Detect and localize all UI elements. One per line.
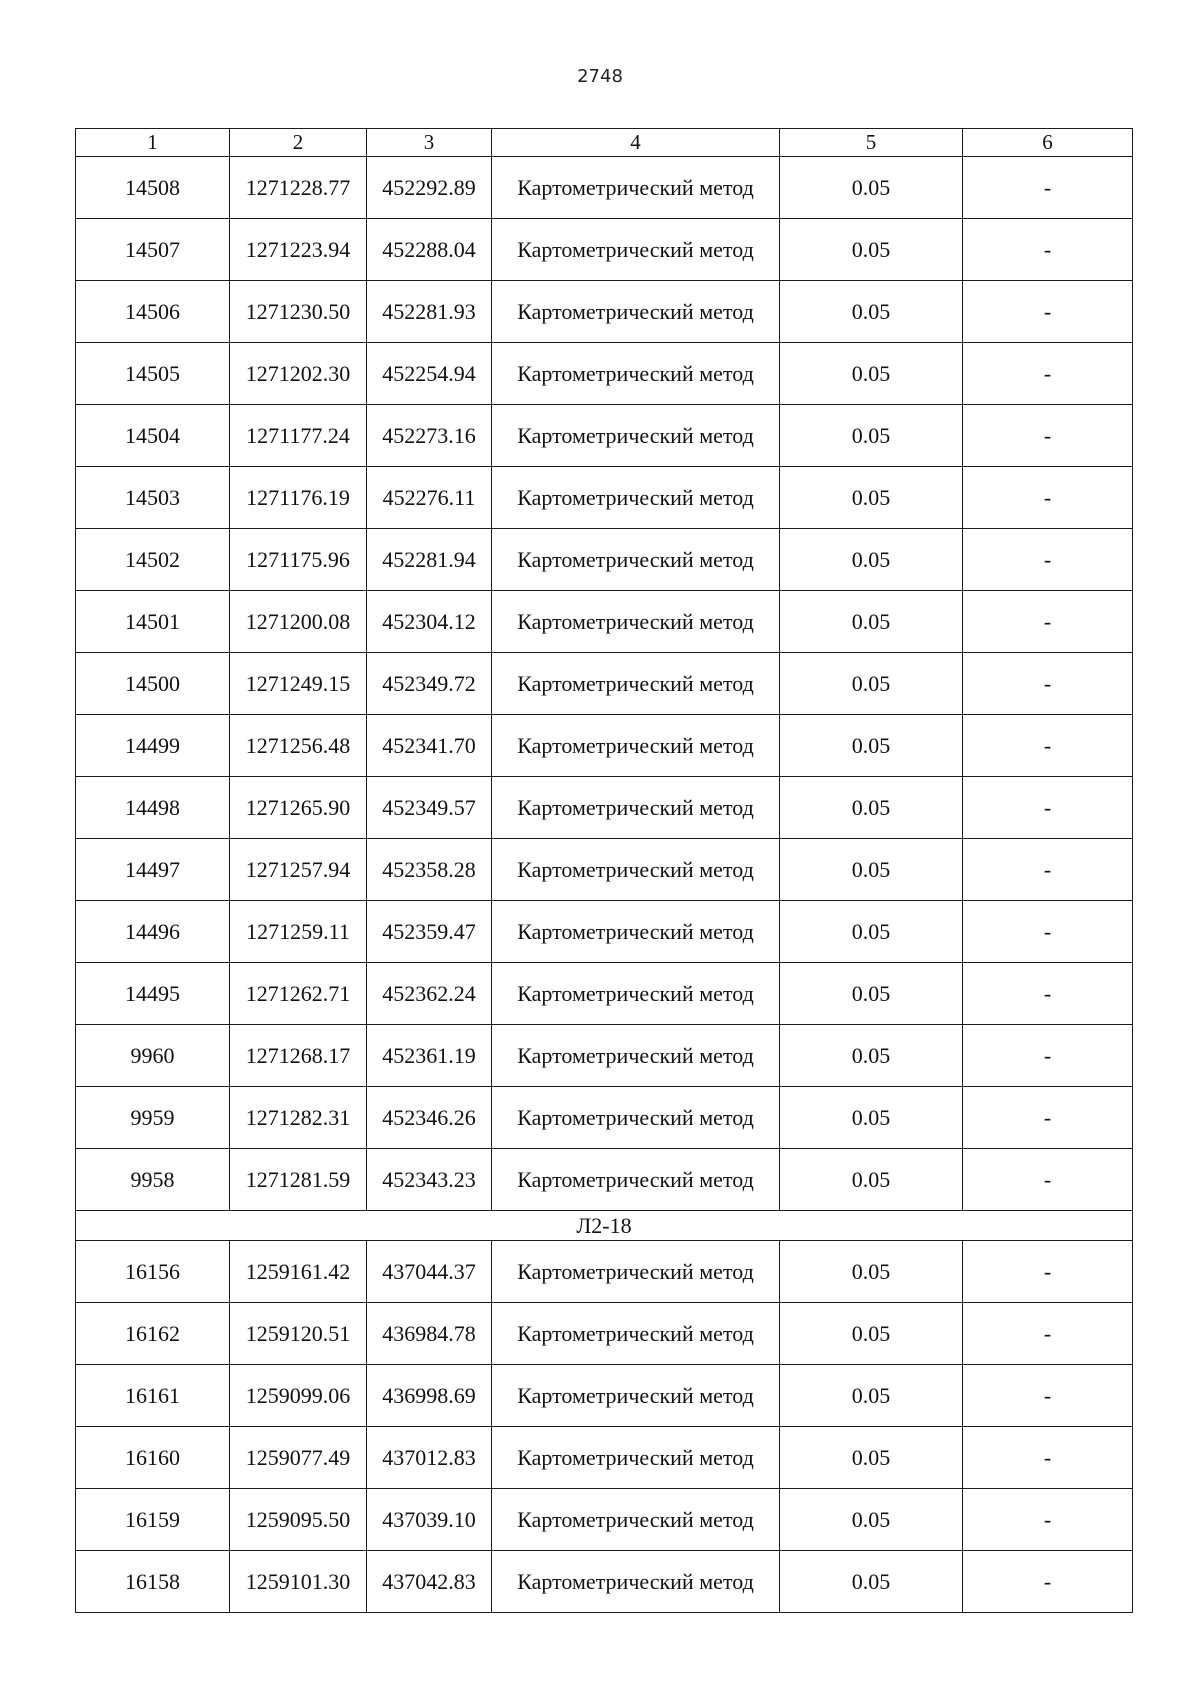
y-coordinate-cell: 452359.47 — [367, 901, 492, 963]
y-coordinate-cell: 452281.94 — [367, 529, 492, 591]
precision-cell: 0.05 — [780, 1427, 963, 1489]
method-cell: Картометрический метод — [492, 591, 780, 653]
method-cell: Картометрический метод — [492, 1087, 780, 1149]
table-row — [76, 1087, 1133, 1149]
table-row — [76, 715, 1133, 777]
point-number-cell: 14503 — [76, 467, 230, 529]
precision-cell: 0.05 — [780, 343, 963, 405]
point-number-cell: 16160 — [76, 1427, 230, 1489]
y-coordinate-cell: 452361.19 — [367, 1025, 492, 1087]
note-cell: - — [963, 157, 1133, 219]
table-row — [76, 653, 1133, 715]
section-header-row — [76, 1211, 1133, 1241]
point-number-cell: 9959 — [76, 1087, 230, 1149]
point-number-cell: 16158 — [76, 1551, 230, 1613]
method-cell: Картометрический метод — [492, 405, 780, 467]
precision-cell: 0.05 — [780, 715, 963, 777]
note-cell: - — [963, 529, 1133, 591]
method-cell: Картометрический метод — [492, 1489, 780, 1551]
y-coordinate-cell: 452349.57 — [367, 777, 492, 839]
point-number-cell: 9958 — [76, 1149, 230, 1211]
y-coordinate-cell: 436984.78 — [367, 1303, 492, 1365]
note-cell: - — [963, 467, 1133, 529]
x-coordinate-cell: 1271177.24 — [230, 405, 367, 467]
x-coordinate-cell: 1271257.94 — [230, 839, 367, 901]
note-cell: - — [963, 1241, 1133, 1303]
precision-cell: 0.05 — [780, 653, 963, 715]
method-cell: Картометрический метод — [492, 777, 780, 839]
point-number-cell: 14501 — [76, 591, 230, 653]
table-row — [76, 219, 1133, 281]
note-cell: - — [963, 1427, 1133, 1489]
x-coordinate-cell: 1271249.15 — [230, 653, 367, 715]
note-cell: - — [963, 777, 1133, 839]
method-cell: Картометрический метод — [492, 1303, 780, 1365]
point-number-cell: 16159 — [76, 1489, 230, 1551]
method-cell: Картометрический метод — [492, 715, 780, 777]
note-cell: - — [963, 1303, 1133, 1365]
precision-cell: 0.05 — [780, 963, 963, 1025]
precision-cell: 0.05 — [780, 1489, 963, 1551]
note-cell: - — [963, 839, 1133, 901]
note-cell: - — [963, 343, 1133, 405]
precision-cell: 0.05 — [780, 1087, 963, 1149]
method-cell: Картометрический метод — [492, 963, 780, 1025]
precision-cell: 0.05 — [780, 1551, 963, 1613]
table-row — [76, 1551, 1133, 1613]
precision-cell: 0.05 — [780, 839, 963, 901]
y-coordinate-cell: 452292.89 — [367, 157, 492, 219]
table-row — [76, 1427, 1133, 1489]
x-coordinate-cell: 1271282.31 — [230, 1087, 367, 1149]
method-cell: Картометрический метод — [492, 1025, 780, 1087]
precision-cell: 0.05 — [780, 1149, 963, 1211]
note-cell: - — [963, 1025, 1133, 1087]
column-header: 6 — [963, 129, 1133, 157]
table-row — [76, 281, 1133, 343]
method-cell: Картометрический метод — [492, 1149, 780, 1211]
method-cell: Картометрический метод — [492, 1551, 780, 1613]
point-number-cell: 14500 — [76, 653, 230, 715]
y-coordinate-cell: 437042.83 — [367, 1551, 492, 1613]
column-header: 3 — [367, 129, 492, 157]
column-header: 5 — [780, 129, 963, 157]
x-coordinate-cell: 1271223.94 — [230, 219, 367, 281]
x-coordinate-cell: 1271228.77 — [230, 157, 367, 219]
point-number-cell: 14506 — [76, 281, 230, 343]
x-coordinate-cell: 1271268.17 — [230, 1025, 367, 1087]
point-number-cell: 14505 — [76, 343, 230, 405]
point-number-cell: 14504 — [76, 405, 230, 467]
x-coordinate-cell: 1259077.49 — [230, 1427, 367, 1489]
method-cell: Картометрический метод — [492, 157, 780, 219]
table-row — [76, 1149, 1133, 1211]
point-number-cell: 14497 — [76, 839, 230, 901]
x-coordinate-cell: 1271200.08 — [230, 591, 367, 653]
table-row — [76, 901, 1133, 963]
note-cell: - — [963, 963, 1133, 1025]
precision-cell: 0.05 — [780, 157, 963, 219]
point-number-cell: 16156 — [76, 1241, 230, 1303]
y-coordinate-cell: 452254.94 — [367, 343, 492, 405]
precision-cell: 0.05 — [780, 591, 963, 653]
x-coordinate-cell: 1271175.96 — [230, 529, 367, 591]
point-number-cell: 14498 — [76, 777, 230, 839]
table-header-row — [76, 129, 1133, 157]
table-row — [76, 405, 1133, 467]
table-row — [76, 1025, 1133, 1087]
x-coordinate-cell: 1259095.50 — [230, 1489, 367, 1551]
note-cell: - — [963, 1087, 1133, 1149]
point-number-cell: 14499 — [76, 715, 230, 777]
precision-cell: 0.05 — [780, 901, 963, 963]
method-cell: Картометрический метод — [492, 343, 780, 405]
x-coordinate-cell: 1271281.59 — [230, 1149, 367, 1211]
y-coordinate-cell: 437044.37 — [367, 1241, 492, 1303]
method-cell: Картометрический метод — [492, 529, 780, 591]
y-coordinate-cell: 452273.16 — [367, 405, 492, 467]
table-row — [76, 1489, 1133, 1551]
note-cell: - — [963, 219, 1133, 281]
table-row — [76, 839, 1133, 901]
note-cell: - — [963, 901, 1133, 963]
x-coordinate-cell: 1271262.71 — [230, 963, 367, 1025]
table-row — [76, 1241, 1133, 1303]
y-coordinate-cell: 452346.26 — [367, 1087, 492, 1149]
y-coordinate-cell: 452343.23 — [367, 1149, 492, 1211]
precision-cell: 0.05 — [780, 219, 963, 281]
x-coordinate-cell: 1259101.30 — [230, 1551, 367, 1613]
y-coordinate-cell: 437012.83 — [367, 1427, 492, 1489]
precision-cell: 0.05 — [780, 1365, 963, 1427]
point-number-cell: 14495 — [76, 963, 230, 1025]
method-cell: Картометрический метод — [492, 281, 780, 343]
precision-cell: 0.05 — [780, 1303, 963, 1365]
y-coordinate-cell: 452288.04 — [367, 219, 492, 281]
point-number-cell: 14508 — [76, 157, 230, 219]
column-header: 2 — [230, 129, 367, 157]
page-number: 2748 — [577, 66, 623, 87]
point-number-cell: 16162 — [76, 1303, 230, 1365]
method-cell: Картометрический метод — [492, 1241, 780, 1303]
x-coordinate-cell: 1271256.48 — [230, 715, 367, 777]
y-coordinate-cell: 452362.24 — [367, 963, 492, 1025]
table-row — [76, 963, 1133, 1025]
table-row — [76, 777, 1133, 839]
x-coordinate-cell: 1271265.90 — [230, 777, 367, 839]
note-cell: - — [963, 1551, 1133, 1613]
precision-cell: 0.05 — [780, 1241, 963, 1303]
point-number-cell: 16161 — [76, 1365, 230, 1427]
precision-cell: 0.05 — [780, 405, 963, 467]
table-row — [76, 529, 1133, 591]
table-body — [76, 129, 1133, 1613]
precision-cell: 0.05 — [780, 529, 963, 591]
note-cell: - — [963, 281, 1133, 343]
table-row — [76, 591, 1133, 653]
coordinates-table — [75, 128, 1133, 1613]
table-row — [76, 1365, 1133, 1427]
x-coordinate-cell: 1271202.30 — [230, 343, 367, 405]
precision-cell: 0.05 — [780, 1025, 963, 1087]
point-number-cell: 14507 — [76, 219, 230, 281]
precision-cell: 0.05 — [780, 777, 963, 839]
note-cell: - — [963, 405, 1133, 467]
x-coordinate-cell: 1259120.51 — [230, 1303, 367, 1365]
precision-cell: 0.05 — [780, 467, 963, 529]
x-coordinate-cell: 1259161.42 — [230, 1241, 367, 1303]
y-coordinate-cell: 452341.70 — [367, 715, 492, 777]
precision-cell: 0.05 — [780, 281, 963, 343]
y-coordinate-cell: 452349.72 — [367, 653, 492, 715]
method-cell: Картометрический метод — [492, 467, 780, 529]
method-cell: Картометрический метод — [492, 901, 780, 963]
table-row — [76, 467, 1133, 529]
column-header: 4 — [492, 129, 780, 157]
method-cell: Картометрический метод — [492, 219, 780, 281]
x-coordinate-cell: 1259099.06 — [230, 1365, 367, 1427]
y-coordinate-cell: 452281.93 — [367, 281, 492, 343]
method-cell: Картометрический метод — [492, 653, 780, 715]
column-header: 1 — [76, 129, 230, 157]
table-row — [76, 343, 1133, 405]
note-cell: - — [963, 1489, 1133, 1551]
point-number-cell: 14496 — [76, 901, 230, 963]
note-cell: - — [963, 591, 1133, 653]
y-coordinate-cell: 452276.11 — [367, 467, 492, 529]
y-coordinate-cell: 436998.69 — [367, 1365, 492, 1427]
method-cell: Картометрический метод — [492, 1365, 780, 1427]
x-coordinate-cell: 1271259.11 — [230, 901, 367, 963]
point-number-cell: 14502 — [76, 529, 230, 591]
note-cell: - — [963, 715, 1133, 777]
y-coordinate-cell: 437039.10 — [367, 1489, 492, 1551]
y-coordinate-cell: 452304.12 — [367, 591, 492, 653]
y-coordinate-cell: 452358.28 — [367, 839, 492, 901]
x-coordinate-cell: 1271176.19 — [230, 467, 367, 529]
method-cell: Картометрический метод — [492, 839, 780, 901]
point-number-cell: 9960 — [76, 1025, 230, 1087]
table-row — [76, 1303, 1133, 1365]
x-coordinate-cell: 1271230.50 — [230, 281, 367, 343]
note-cell: - — [963, 653, 1133, 715]
method-cell: Картометрический метод — [492, 1427, 780, 1489]
section-label: Л2-18 — [76, 1211, 1133, 1241]
table-row — [76, 157, 1133, 219]
note-cell: - — [963, 1149, 1133, 1211]
note-cell: - — [963, 1365, 1133, 1427]
